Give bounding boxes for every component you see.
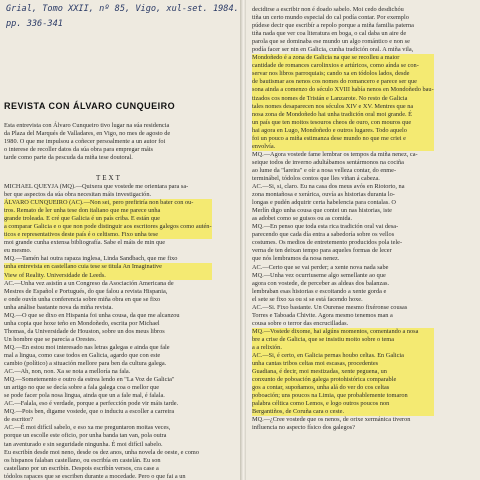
text-line: tiña un certo mundo especial do cal podía contar. Por exemplo [252,14,409,22]
text-line: influencia no aspecto físico dos galegos? [252,424,355,432]
right-text-column [252,6,434,432]
text-line: unha cantas tribos celtas moi escasas, procedentes [252,360,434,368]
text-line: ticos e representativos deste país é o celtismo. Fixo unha tese [4,231,212,239]
text-line: tarde como parte da pescuda da miña tese doutoral. [4,154,133,162]
text-line: que nós lembramos da nosa nenez. [252,255,340,263]
text-line: eu mesmo. [4,247,32,255]
text-line: MQ.—En penso que toda esta rica tradición oral vai desa- [252,223,399,231]
text-line: Bergantiños, de Coruña cara o ceste. [252,408,434,416]
text-line: unha entrevista en castellano cuia tese se titula An Imaginative [4,263,212,271]
text-line: AC.—Certo que se vai perder; a xente nova nada sabe [252,263,389,271]
text-line: agora con vostede, de perceber as aldeas dos balanzas. [252,279,390,287]
text-line: tales nomes desaparecen nos séculos XIV e XV. Mentres que na [252,103,434,111]
text-line: Torres e Taboada Chivite. Agora mesmo tenemos man a [252,311,393,319]
text-line: foi un pouco a miña estimanza dese mundo no que me criei e [252,135,434,143]
text-line: sona ainda a comenzo do século XVIII había nenos en Mondoñedo bau- [252,86,434,94]
text-line: Mestres de Español e Portugués, do que falou a revista Hispania, [4,287,168,295]
text-line: Mondoñedo é a zona de Galicia na que se recolleu a maior [252,54,434,62]
text-line: o interese de recoller datos da súa obra para empregar máis [4,146,153,154]
text-line: un país que ten moitos tesouros cheos de ouro, con mouros que [252,119,434,127]
text-line: mal a lingua, como case todos en Galicia, agardo que con este [4,351,161,359]
text-line: porque un escolle este oficio, por unha banda tan van, pola outra [4,432,167,440]
text-line: Un hombre que se parecía a Orestes. [4,335,97,343]
text-line: MQ.—Tamén hai outra rapaza inglesa, Linda Sandbach, que me fixo [4,255,178,263]
text-line: AC.—Falala, eso é verdade, porque a perfección pode vir máis tarde. [4,400,179,408]
text-line: MQ.—Sometemento e outro da estrea lendo en "La Voz de Galicia" [4,376,175,384]
handwritten-citation: Grial, Tomo XXII, nº 85, Vigo, xul-set. 1984. [6,4,239,14]
text-line: tizados cos nomes de Tristán e Lanzarote. No resto de Galicia [252,95,434,103]
right-page [246,0,480,480]
text-line: gos a contar, supoñamos, unha alá do ver do cos celtas [252,384,434,392]
text-line: AC.—Unha vez asistín a un Congreso da Asociación Americana de [4,279,174,287]
text-line: os hispanos falaban castellano, ou escribía en castelán. Eu son [4,456,161,464]
text-line: AC.—Si, si, claro. Eu na casa dos meus avós en Riotorto, na [252,183,405,191]
text-line: cousa sobre o terror das encrucilladas. [252,319,349,327]
text-line: envolvía. [252,143,434,151]
text-line: verna de ten deixan tempo para aqueles formas de lecer [252,247,392,255]
text-line: servar nos libros parroquiais; cando xa en tódolos lados, desde [252,70,434,78]
text-line: poboación; uns poucos na Limia, que probablemente tomaron [252,392,434,400]
text-line: longas e pudén adquirir certa habelencia para contalas. O [252,199,396,207]
text-line: moi grande cunha extensa bibliografía. Sabe el máis de min que [4,239,166,247]
text-line: grande troleada. E cré que Galicia é un país criba. E están que [4,215,212,223]
text-line: decidirse a escribir non é doado sabelo. Moi cedo desdichóu [252,6,404,13]
text-line: Eu escribín desde moi neno, desde os dez anos, unha novela de oeste, e como [4,448,199,456]
text-line: da Plaza del Marqués de Valladares, en Vigo, no mes de agosto de [4,130,171,138]
text-line: AC.—Ah, non, non. Xa se nota a melloría na fala. [4,368,131,376]
text-line: ao lume da "lareira" e oír a nosa velleza contar, do enme- [252,166,397,174]
text-line: tódolos rapaces que se escriben durante a mocedade. Pero o que fai a un [4,472,186,480]
text-line: terminábel, tódolos contos que lles viñan á cabeza. [252,174,380,182]
text-line: MQ.—Agora vostede fame lembrar os tempos da miña nenez, ca- [252,150,418,158]
text-line: de escritor? [4,416,34,424]
text-line: MQ.—¿Cree vostede que os nenos, de orixe xermánica tiveron [252,416,411,424]
text-line: cantidade de romances carolinxios e artúricos, como aínda se con- [252,62,434,70]
text-line: Esta entrevista con Álvaro Cunqueiro tivo lugar na súa residencia [4,122,170,129]
text-line: e onde ouvín unha conferencia sobre miña obra en que se fixo [4,295,161,303]
text-line: tiña nada que ver coa literatura en boga, o cal daba un aire de [252,30,407,38]
text-line: Merlín digo unha cousa que contei un nas historias, iste [252,207,392,215]
text-line: AC.—Si, é certo, en Galicia pernas houbo celtas. En Galicia [252,352,434,360]
text-line: el sete se fixo xa ou si se está facendo hoxe. [252,295,363,303]
text-line: castellano por un escribín. Despois escribín versos, cra case a [4,464,159,472]
text-line: MQ.—Vostede dixome, hai algúns momentos, comentando a nosa [252,328,434,336]
text-line: palabra céltica como Lemos, e logo outros poucos non [252,400,434,408]
text-line: MQ.—O que se dixo en Hispania foi unha cousa, da que me alcanzou [4,311,180,319]
left-text-column [4,183,212,480]
text-line: View of Reality. Universidade de Leeds. [4,272,212,280]
text-line: a comparar Galicia e o que non pode distinguir aos escritores galegos como autén- [4,223,212,231]
text-line: MICHAEL QUEYJA (MQ).—Quixera que vostede me orientara para sa- [4,183,189,190]
text-line: MQ.—En estou moi interesado nas letras galegas e ainda que fale [4,343,170,351]
text-line: púdese decir que escribír a repolo porque a miña familia paterna [252,22,414,30]
article-title: REVISTA CON ÁLVARO CUNQUEIRO [4,101,176,111]
text-line: ÁLVARO CUNQUEIRO (AC).—Non sei, pero prefiriría non bater con ou- [4,199,212,207]
text-line: lembraban esas historias e escoitando a xente gorda e [252,287,387,295]
text-line: seique todos de inverno adultábamos sentármonos na cociña [252,158,404,166]
text-line: bre a crise de Galicia, que se insistiu moito sobre o tema [252,336,434,344]
text-line: un artigo no que se decía sobre a fala galega coa o mellor que [4,384,160,392]
text-line: 1980. O que me impulsou a coñecer persoalmente a un autor foi [4,138,166,146]
text-line: ber que aspectos da súa obra necesitan máis investigación. [4,191,152,199]
text-line: AC.—Si. Fixo bastante. Un Ourense mesmo fixéronse cousas [252,303,408,311]
intro-paragraph [4,122,170,162]
text-line: unha copia que hoxe teño en Mondoñedo, escrita por Michael [4,319,160,327]
text-line: cambio (político) a situación mellore para ben da cultura galega. [4,360,167,368]
text-line: se pode facer pola nosa lingua, ainda que un a fale mal, é falala. [4,392,165,400]
text-line: parecendo que cada día entra a sabedoría sobre os vellos [252,231,395,239]
text-line: unha análise bastante nova da miña revista. [4,303,113,311]
text-line: as adobei como se guisos ou as comida. [252,215,353,223]
text-line: de bautismar aos nenos cos nomes do romancero e parece ser que [252,78,434,86]
text-line: tan aventurado e sin seguridade ningunha. É moi difícil sabelo. [4,440,163,448]
text-line: nosa zona de Mondoñedo hai unha tradición oral moi grande. É [252,111,434,119]
text-line: podía facer ser nin en Galicia, cunha tradición oral. A miña vila, [252,46,414,54]
text-line: tros. Remato de ler unha tese don italiano que me parece unha [4,207,212,215]
text-line: MQ.—Pois ben, digame vostede, que o induciu a escoller a carreira [4,408,175,416]
text-line: parola que se dominaba ese mundo un algo romántico e non se [252,38,410,46]
text-line: costumes. Os medios de entretemento producidos pola tele- [252,239,403,247]
handwritten-pages: pp. 336-341 [6,19,63,29]
text-line: hai agora en Lugo, Mondoñedo e outros lugares. Todo aquelo [252,127,434,135]
section-heading: TEXT [96,174,122,182]
text-line: Thomas, da Universidade de Houston, sobre un dos meus libros [4,327,165,335]
text-line: zona montañosa e xerárica, ouvía as historias duranta lo- [252,191,395,199]
text-line: Guadiana, é decir, moi mestizadas, xente peguena, un [252,368,434,376]
text-line: a a relixión. [252,344,434,352]
text-line: AC.—É moi difícil sabelo, e eso xa me preguntaron moitas veces, [4,424,171,432]
text-line: conxunto de poboación galega protohistórica comparable [252,376,434,384]
text-line: MQ.—Unha vez ocurriuseme algo semellante ao que [252,271,386,279]
